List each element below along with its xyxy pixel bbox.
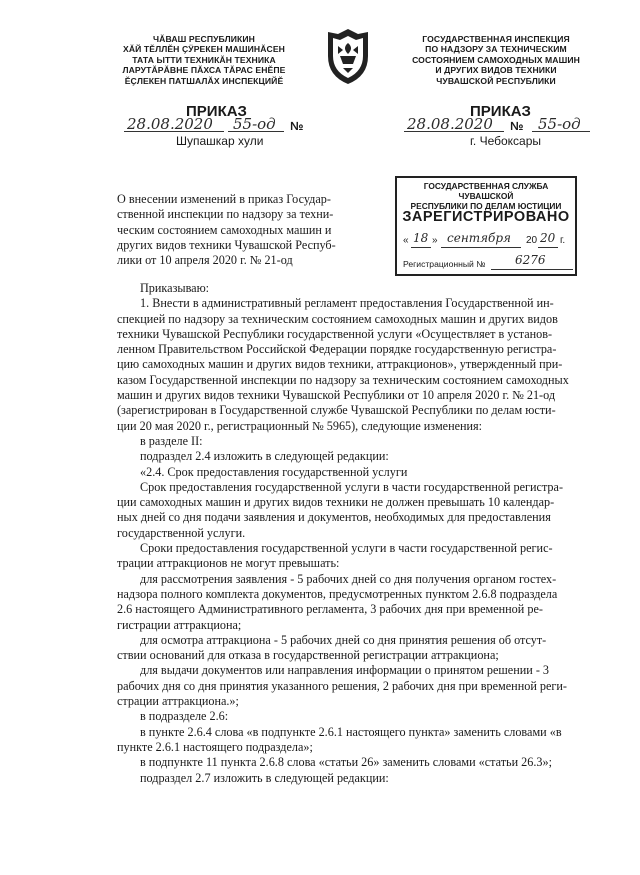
body-line: для выдачи документов или направления информации о принятом решении - 3: [140, 663, 550, 678]
stamp-day-underline: [411, 247, 431, 248]
number-underline-right: [532, 131, 590, 132]
header-line: И ДРУГИХ ВИДОВ ТЕХНИКИ: [435, 65, 557, 76]
body-line: ции самоходных машин и других видов техники не должен превышать 10 календар-: [117, 495, 555, 510]
stamp-year: 20: [540, 231, 556, 245]
number-label-right: №: [510, 119, 524, 133]
subject-line: ческим состоянием самоходных машин и: [117, 222, 332, 237]
stamp-reg-label: Регистрационный №: [403, 259, 486, 269]
stamp-line: ГОСУДАРСТВЕННАЯ СЛУЖБА ЧУВАШСКОЙ: [423, 181, 549, 201]
order-date-left: 28.08.2020: [127, 115, 213, 133]
body-line: техники Чувашской Республики государственной услуги «Осуществляет в установ-: [117, 326, 553, 341]
body-line: в подпункте 11 пункта 2.6.8 слова «статьи 26» заменить словами «статьи 26.3»;: [140, 755, 552, 770]
header-line: ӖҪЛЕКЕН ПАТШАЛĂХ ИНСПЕКЦИЙӖ: [124, 75, 284, 86]
header-line: ЧӐВАШ РЕСПУБЛИКИН: [153, 34, 255, 44]
stamp-line: РЕСПУБЛИКИ ПО ДЕЛАМ ЮСТИЦИИ: [410, 201, 562, 211]
number-label-left: №: [290, 119, 304, 133]
subject-line: ственной инспекции по надзору за техни-: [117, 207, 334, 222]
body-line: гистрации аттракциона;: [117, 617, 242, 632]
body-line: Сроки предоставления государственной услуги в части государственной регис-: [140, 541, 553, 556]
order-date-right: 28.08.2020: [407, 115, 493, 133]
body-line: подраздел 2.4 изложить в следующей редакции:: [140, 449, 389, 464]
stamp-number-row: [403, 253, 571, 272]
body-line: в разделе II:: [140, 433, 203, 448]
subject-line: других видов техники Чувашской Респуб-: [117, 237, 336, 252]
body-line: в подразделе 2.6:: [140, 709, 229, 724]
body-line: «2.4. Срок предоставления государственной услуги: [140, 464, 408, 479]
body-line: 2.6 настоящего Административного регламента, 3 рабочих дня при временной ре-: [117, 602, 543, 617]
place-right: г. Чебоксары: [470, 134, 542, 148]
stamp-month-underline: [441, 247, 521, 248]
stamp-year-prefix: 20: [526, 235, 538, 246]
body-line: государственной услуги.: [117, 525, 246, 540]
coat-of-arms-emblem: [323, 26, 373, 86]
body-line: подраздел 2.7 изложить в следующей редакции:: [140, 770, 389, 785]
body-line: трации аттракционов не могут превышать:: [117, 556, 340, 571]
body-line: ленном Правительством Российской Федерации порядке государственную регистра-: [117, 342, 557, 357]
body-line: пункте 2.6.1 настоящего подраздела»;: [117, 739, 313, 754]
body-line: 1. Внести в административный регламент предоставления Государственной ин-: [140, 296, 554, 311]
body-line: Срок предоставления государственной услуги в части государственной регистра-: [140, 479, 563, 494]
stamp-month: сентября: [447, 231, 512, 245]
date-underline-left: [124, 131, 224, 132]
order-title-right: ПРИКАЗ: [470, 103, 531, 120]
date-underline-right: [404, 131, 504, 132]
body-line: ции 20 мая 2020 г., регистрационный № 5965), следующие изменения:: [117, 418, 483, 433]
body-line: ствии оснований для отказа в государственной регистрации аттракциона;: [117, 648, 499, 663]
body-line: спекцией по надзору за техническим состоянием самоходных машин и других видов: [117, 311, 558, 326]
body-line: казом Государственной инспекции по надзору за техническим состоянием самоходных: [117, 372, 569, 387]
body-line: рабочих дня со дня принятия указанного решения, 2 рабочих дня при временной реги-: [117, 678, 567, 693]
order-subject: [117, 192, 379, 268]
stamp-reg-number: 6276: [515, 253, 546, 267]
registration-stamp: [395, 176, 577, 276]
order-number-left: 55-од: [233, 115, 276, 133]
body-line: для осмотра аттракциона - 5 рабочих дней со дня принятия решения об отсут-: [140, 632, 547, 647]
header-line: ЛАРУТĂРĂВНЕ ПĂХСА ТĂРАС ЕНӖПЕ: [122, 65, 286, 76]
order-body: [117, 281, 627, 786]
header-line: ПО НАДЗОРУ ЗА ТЕХНИЧЕСКИМ: [425, 44, 567, 55]
body-line: в пункте 2.6.4 слова «в подпункте 2.6.1 настоящего пункта» заменить словами «в: [140, 724, 562, 739]
body-line: (зарегистрирован в Государственной службе Чувашской Республики по делам юсти-: [117, 403, 556, 418]
order-title-left: ПРИКАЗ: [186, 103, 247, 120]
body-line: ных дней со дня подачи заявления и документов, необходимых для предоставления: [117, 510, 551, 525]
subject-line: О внесении изменений в приказ Государ-: [117, 192, 331, 206]
body-line: надзора полного комплекта документов, предусмотренных пунктом 2.6.8 подраздела: [117, 586, 558, 601]
header-line: ТАТА ЫТТИ ТЕХНИКĂН ТЕХНИКА: [132, 54, 276, 65]
number-underline-left: [228, 131, 284, 132]
stamp-year-suffix: г.: [560, 235, 566, 246]
body-line: Приказываю:: [140, 281, 210, 295]
place-left: Шупашкар хули: [176, 134, 264, 148]
header-chuvash: [100, 34, 308, 86]
body-line: страции аттракциона.»;: [117, 694, 239, 709]
stamp-date-row: [403, 231, 571, 252]
stamp-registered: ЗАРЕГИСТРИРОВАНО: [402, 209, 570, 225]
body-line: цию самоходных машин и других видов техники, аттракционов», утвержденный при-: [117, 357, 563, 372]
header-line: ГОСУДАРСТВЕННАЯ ИНСПЕКЦИЯ: [422, 34, 570, 44]
body-line: для рассмотрения заявления - 5 рабочих дней со дня получения органом гостех-: [140, 571, 557, 586]
header-russian: [398, 34, 594, 86]
header-line: СОСТОЯНИЕМ САМОХОДНЫХ МАШИН: [412, 54, 580, 65]
header-line: ХӐЙ ТӖЛЛӖН ҪӰРЕКЕН МАШИНĂСЕН: [123, 44, 285, 55]
stamp-quote-open: «: [403, 235, 409, 246]
subject-line: лики от 10 апреля 2020 г. № 21-од: [117, 253, 293, 268]
stamp-quote-close: »: [432, 235, 438, 246]
body-line: машин и других видов техники Чувашской Республики от 10 апреля 2020 г. № 21-од: [117, 388, 556, 403]
stamp-number-underline: [491, 269, 573, 270]
order-number-right: 55-од: [538, 115, 581, 133]
stamp-year-underline: [538, 247, 558, 248]
stamp-header: [397, 181, 575, 211]
header-line: ЧУВАШСКОЙ РЕСПУБЛИКИ: [436, 75, 556, 86]
stamp-day: 18: [413, 231, 429, 245]
